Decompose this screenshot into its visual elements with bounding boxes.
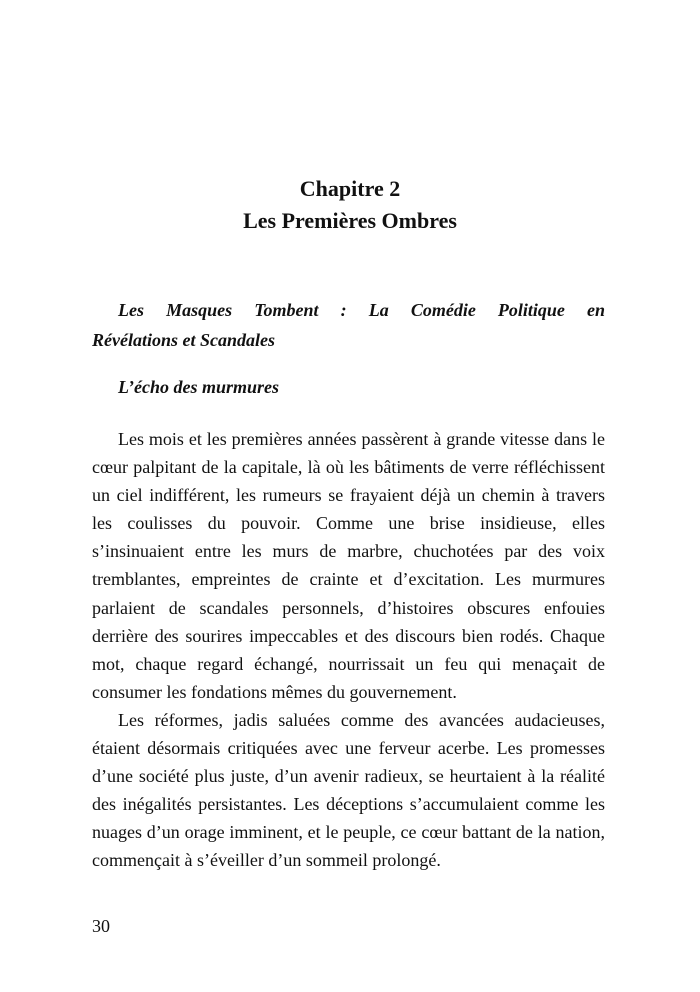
section-title-line-2: Révélations et Scandales — [92, 330, 275, 350]
chapter-number: Chapitre 2 — [299, 176, 401, 201]
section-title-line-1: Les Masques Tombent : La Comédie Politique en — [118, 300, 605, 320]
paragraph: Les réformes, jadis saluées comme des avancées audacieuses, étaient désormais critiquées avec une ferveur acerbe. Les promesses d’une société plus juste, d’un avenir radieux, se heurtaient à la réalité des inégalités persistantes. Les déceptions s’accumulaient comme les nuages d’un orage imminent, et le peuple, ce cœur battant de la nation, commençait à s’éveiller d’un sommeil prolongé. — [92, 709, 605, 871]
subsection-title: L’écho des murmures — [118, 377, 280, 397]
section-title — [92, 295, 605, 355]
page-number: 30 — [92, 916, 110, 936]
body-text — [92, 425, 605, 875]
paragraph: Les mois et les premières années passèrent à grande vitesse dans le cœur palpitant de la capitale, là où les bâtiments de verre réfléchissent un ciel indifférent, les rumeurs se frayaient déjà un chemin à travers les coulisses du pouvoir. Comme une brise insidieuse, elles s’insinuaient entre les murs de marbre, chuchotées par des voix tremblantes, empreintes de crainte et d’excitation. Les murmures parlaient de scandales personnels, d’histoires obscures enfouies derrière des sourires impeccables et des discours bien rodés. Chaque mot, chaque regard échangé, nourrissait un feu qui menaçait de consumer les fondations mêmes du gouvernement. — [92, 429, 605, 702]
chapter-title: Les Premières Ombres — [243, 208, 457, 233]
